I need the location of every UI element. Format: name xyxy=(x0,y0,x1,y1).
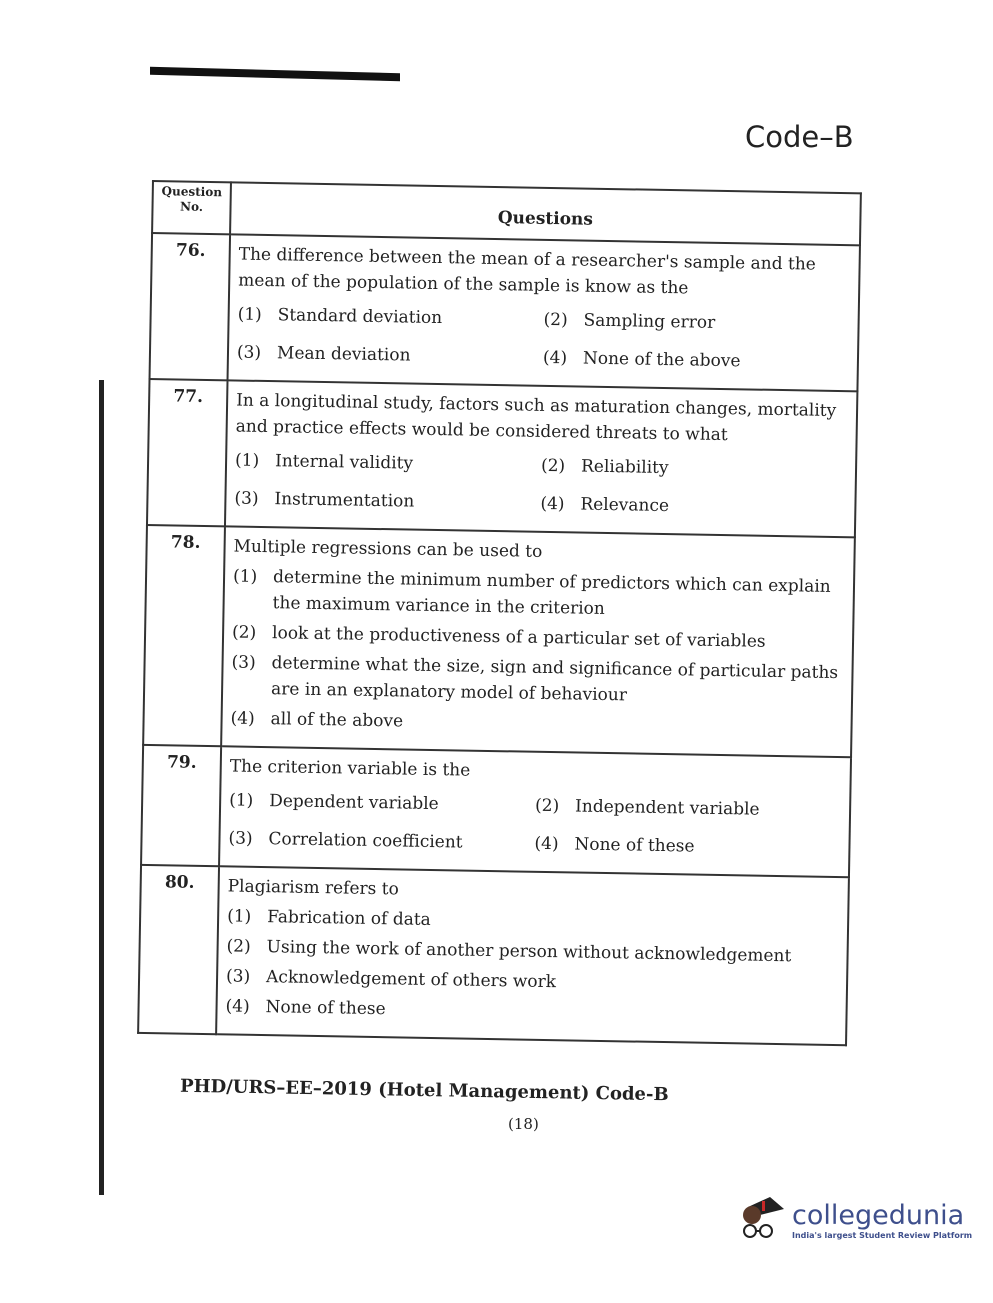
question-number: 80. xyxy=(138,865,219,1034)
option-number: (1) xyxy=(232,566,258,587)
options-list xyxy=(228,783,841,866)
option-text: determine what the size, sign and significance of particular paths are in an explanatory model of behaviour xyxy=(270,653,839,706)
mascot-logo-icon xyxy=(740,1195,786,1245)
option-number: (1) xyxy=(226,906,252,927)
option-number: (3) xyxy=(231,652,256,673)
options-list xyxy=(225,903,839,1030)
option-text: None of these xyxy=(265,997,386,1020)
options-list xyxy=(234,443,847,526)
option-number: (3) xyxy=(228,828,253,849)
answer-option xyxy=(237,340,543,371)
answer-option xyxy=(234,485,540,516)
question-number: 77. xyxy=(147,379,228,526)
answer-option xyxy=(535,793,841,824)
option-text: Internal validity xyxy=(274,451,414,474)
option-number: (2) xyxy=(543,309,568,331)
option-text: Reliability xyxy=(580,456,669,479)
question-stem: Plagiarism refers to xyxy=(227,876,399,900)
option-text: determine the minimum number of predictors which can explain the maximum variance in the criterion xyxy=(272,567,831,619)
option-number: (2) xyxy=(534,795,560,817)
option-text: all of the above xyxy=(270,709,404,732)
scan-edge-bar xyxy=(99,380,104,1195)
option-number: (4) xyxy=(534,833,559,855)
option-number: (4) xyxy=(225,996,250,1017)
option-text: Fabrication of data xyxy=(266,907,431,930)
option-number: (4) xyxy=(542,347,568,369)
question-row xyxy=(138,865,849,1045)
column-header-questions: Questions xyxy=(230,182,861,245)
option-number: (3) xyxy=(234,488,259,509)
answer-option xyxy=(225,993,837,1030)
option-number: (3) xyxy=(225,966,251,987)
question-row xyxy=(141,745,851,877)
answer-option xyxy=(534,831,840,862)
option-text: look at the productiveness of a particular set of variables xyxy=(271,623,766,652)
answer-option xyxy=(231,649,844,712)
answer-option xyxy=(229,787,535,818)
option-text: Instrumentation xyxy=(274,489,415,512)
paper-code: Code–B xyxy=(745,120,854,154)
answer-option xyxy=(235,447,541,478)
question-table xyxy=(137,180,862,1046)
brand-name: collegedunia xyxy=(792,1199,965,1231)
answer-option xyxy=(543,307,849,338)
option-text: Dependent variable xyxy=(269,791,439,815)
question-row xyxy=(150,233,860,391)
option-text: Mean deviation xyxy=(276,343,411,366)
collegedunia-watermark xyxy=(740,1195,972,1245)
option-number: (1) xyxy=(237,304,262,325)
option-number: (3) xyxy=(236,342,262,363)
option-text: None of these xyxy=(574,834,695,857)
answer-option xyxy=(543,345,849,376)
column-header-question-no: Question No. xyxy=(152,181,231,234)
option-number: (2) xyxy=(231,622,257,643)
question-number: 76. xyxy=(150,233,231,380)
scan-artifact-bar xyxy=(150,67,400,82)
question-number: 78. xyxy=(143,525,225,746)
option-text: Independent variable xyxy=(574,796,760,820)
question-cell xyxy=(228,234,860,391)
question-cell xyxy=(221,526,855,757)
option-number: (4) xyxy=(230,708,255,729)
question-stem: Multiple regressions can be used to xyxy=(233,536,543,562)
option-text: Using the work of another person without acknowledgement xyxy=(266,937,792,967)
answer-option xyxy=(237,302,543,333)
question-cell xyxy=(216,866,849,1045)
question-row xyxy=(147,379,857,537)
question-cell xyxy=(225,380,857,537)
option-number: (4) xyxy=(540,493,565,515)
options-list xyxy=(230,563,845,742)
option-text: Acknowledgement of others work xyxy=(265,967,557,993)
option-number: (2) xyxy=(226,936,251,957)
option-number: (1) xyxy=(234,450,260,471)
option-number: (2) xyxy=(540,455,566,477)
option-text: Sampling error xyxy=(583,310,716,333)
question-number: 79. xyxy=(141,745,221,866)
question-stem: The criterion variable is the xyxy=(229,756,471,781)
answer-option xyxy=(540,491,846,522)
answer-option xyxy=(230,705,842,742)
answer-option xyxy=(541,453,847,484)
answer-option xyxy=(232,563,845,626)
option-text: Standard deviation xyxy=(277,305,443,329)
question-stem: The difference between the mean of a researcher's sample and the mean of the population of the sample is know as the xyxy=(238,244,816,299)
brand-tagline: India's largest Student Review Platform xyxy=(792,1230,973,1240)
option-text: None of the above xyxy=(582,348,741,372)
question-table-container xyxy=(137,180,862,1046)
question-cell xyxy=(219,746,851,877)
question-stem: In a longitudinal study, factors such as maturation changes, mortality and practice effects would be considered threats to what xyxy=(235,390,837,446)
options-list xyxy=(237,298,850,381)
option-number: (1) xyxy=(229,790,254,811)
paper-footer-title: PHD/URS–EE–2019 (Hotel Management) Code-B xyxy=(179,1075,669,1106)
option-text: Relevance xyxy=(580,494,670,517)
answer-option xyxy=(228,825,534,856)
page-number: (18) xyxy=(508,1115,539,1133)
option-text: Correlation coefficient xyxy=(268,829,463,853)
question-row xyxy=(143,525,855,757)
